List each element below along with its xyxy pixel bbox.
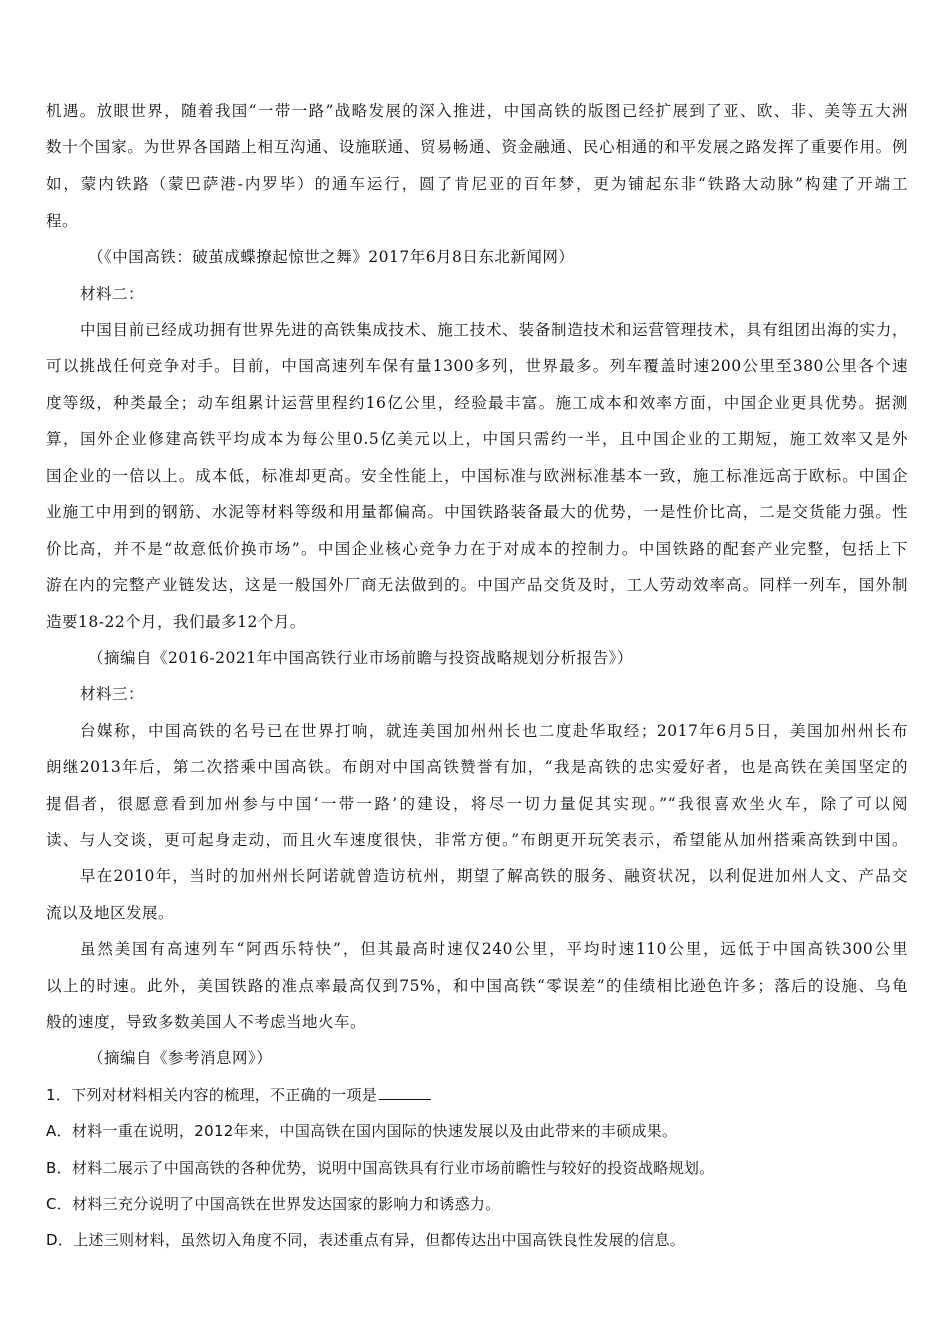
material1-line: 数十个国家。为世界各国踏上相互沟通、设施联通、贸易畅通、资金融通、民心相通的和平发展之路发挥了重要作用。例 (46, 138, 908, 156)
material2-line: 国企业的一倍以上。成本低，标准却更高。安全性能上，中国标准与欧洲标准基本一致，施工标准远高于欧标。中国企 (46, 467, 908, 485)
material2-line: 中国目前已经成功拥有世界先进的高铁集成技术、施工技术、装备制造技术和运营管理技术，具有组团出海的实力， (80, 321, 908, 339)
material2-line: 价比高，并不是“故意低价换市场”。中国企业核心竞争力在于对成本的控制力。中国铁路的配套产业完整，包括上下 (46, 540, 908, 558)
material2-source: （摘编自《2016-2021年中国高铁行业市场前瞻与投资战略规划分析报告》） (88, 649, 633, 667)
material1-line: 如，蒙内铁路（蒙巴萨港-内罗毕）的通车运行，圆了肯尼亚的百年梦，更为铺起东非“铁路大动脉”构建了开端工 (46, 175, 908, 193)
material1-line: 程。 (46, 212, 79, 230)
material2-line: 造要18-22个月，我们最多12个月。 (46, 613, 306, 631)
material3-source: （摘编自《参考消息网》） (88, 1049, 273, 1067)
material3-line: 台媒称，中国高铁的名号已在世界打响，就连美国加州州长也二度赴华取经；2017年6月5日，美国加州州长布 (80, 722, 908, 740)
material3-line: 提倡者，很愿意看到加州参与中国‘一带一路’的建设，将尽一切力量促其实现。”“我很喜欢坐火车，除了可以阅 (46, 795, 908, 813)
question-stem (46, 1085, 908, 1105)
material2-line: 度等级，种类最全；动车组累计运营里程约16亿公里，经验最丰富。施工成本和效率方面，中国企业更具优势。据测 (46, 394, 908, 412)
option-b: B．材料二展示了中国高铁的各种优势，说明中国高铁具有行业市场前瞻性与较好的投资战略规划。 (46, 1159, 715, 1177)
material3-line: 流以及地区发展。 (46, 904, 175, 922)
question-stem-text: 1．下列对材料相关内容的梳理，不正确的一项是 (46, 1086, 378, 1104)
option-d: D．上述三则材料，虽然切入角度不同，表述重点有异，但都传达出中国高铁良性发展的信息。 (46, 1231, 686, 1249)
material3-line: 虽然美国有高速列车“阿西乐特快”，但其最高时速仅240公里，平均时速110公里，远低于中国高铁300公里 (80, 940, 908, 958)
material3-line: 早在2010年，当时的加州州长阿诺就曾造访杭州，期望了解高铁的服务、融资状况，以利促进加州人文、产品交 (80, 867, 908, 885)
material1-line: 机遇。放眼世界，随着我国“一带一路”战略发展的深入推进，中国高铁的版图已经扩展到了亚、欧、非、美等五大洲 (46, 102, 908, 120)
material2-line: 游在内的完整产业链发达，这是一般国外厂商无法做到的。中国产品交货及时，工人劳动效率高。同样一列车，国外制 (46, 576, 908, 594)
option-c: C．材料三充分说明了中国高铁在世界发达国家的影响力和诱惑力。 (46, 1195, 501, 1213)
material3-heading: 材料三： (80, 685, 145, 703)
material1-source: （《中国高铁：破茧成蝶撩起惊世之舞》2017年6月8日东北新闻网） (88, 248, 575, 266)
material3-line: 般的速度，导致多数美国人不考虑当地火车。 (46, 1013, 367, 1031)
material2-line: 算，国外企业修建高铁平均成本为每公里0.5亿美元以上，中国只需约一半，且中国企业的工期短，施工效率又是外 (46, 430, 908, 448)
material3-line: 以上的时速。此外，美国铁路的准点率最高仅到75%，和中国高铁“零误差”的佳绩相比逊色许多；落后的设施、乌龟 (46, 977, 908, 995)
material3-line: 读、与人交谈，更可起身走动，而且火车速度很快，非常方便。”布朗更开玩笑表示，希望能从加州搭乘高铁到中国。 (46, 831, 908, 849)
material2-heading: 材料二： (80, 285, 145, 303)
material3-line: 朗继2013年后，第二次搭乘中国高铁。布朗对中国高铁赞誉有加，“我是高铁的忠实爱好者，也是高铁在美国坚定的 (46, 758, 908, 776)
answer-blank (379, 1085, 431, 1100)
material2-line: 可以挑战任何竞争对手。目前，中国高速列车保有量1300多列，世界最多。列车覆盖时速200公里至380公里各个速 (46, 357, 908, 375)
option-a: A．材料一重在说明，2012年来，中国高铁在国内国际的快速发展以及由此带来的丰硕成果。 (46, 1122, 678, 1140)
material2-line: 业施工中用到的钢筋、水泥等材料等级和用量都偏高。中国铁路装备最大的优势，一是性价比高，二是交货能力强。性 (46, 503, 908, 521)
